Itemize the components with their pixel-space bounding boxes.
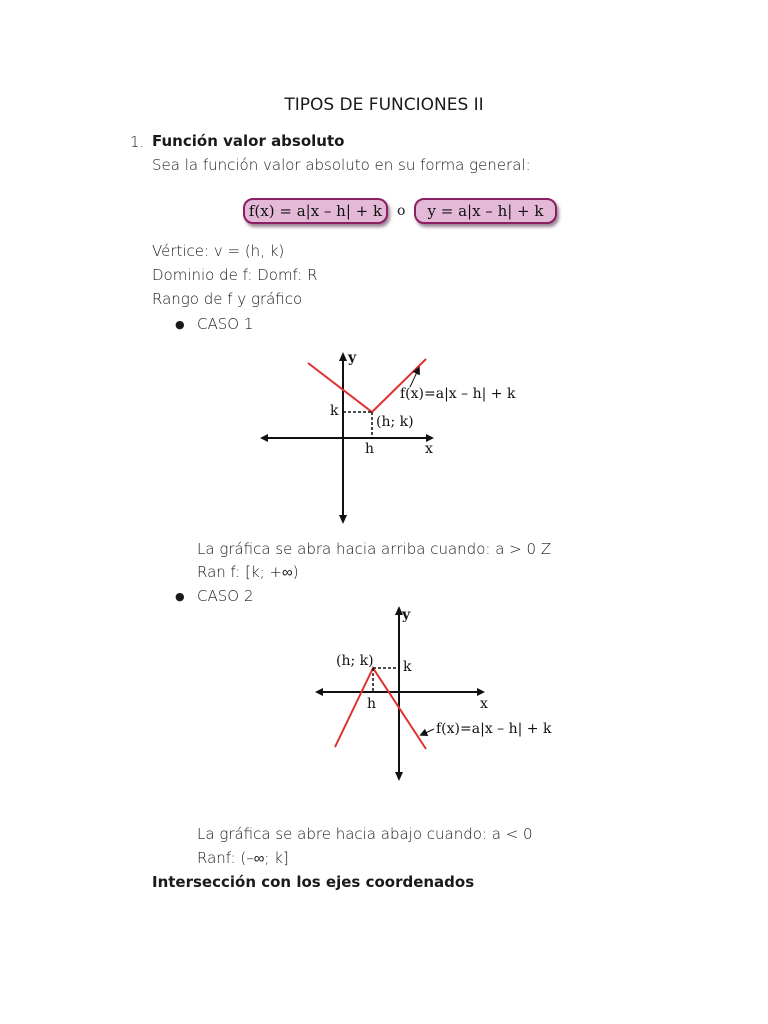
formula-equation-text: y = a|x – h| + k xyxy=(427,202,544,220)
case1-h-label: h xyxy=(365,441,375,457)
case2-x-label: x xyxy=(480,696,488,712)
case2-curve xyxy=(335,668,426,749)
case2-y-label: y xyxy=(402,607,411,623)
case1-function-label: f(x)=a|x – h| + k xyxy=(400,386,516,402)
formula-function-pill xyxy=(243,198,388,224)
formula-equation-pill xyxy=(414,198,557,224)
case1-x-label: x xyxy=(425,441,433,457)
domain-text: Dominio de f: Domf: R xyxy=(152,266,318,284)
section-heading: Función valor absoluto xyxy=(152,132,345,150)
page-title: TIPOS DE FUNCIONES II xyxy=(284,95,484,115)
intro-text: Sea la función valor absoluto en su forma general: xyxy=(152,156,531,174)
case2-label: CASO 2 xyxy=(197,587,254,605)
formula-function-text: f(x) = a|x – h| + k xyxy=(248,202,383,220)
formula-connector: o xyxy=(397,203,406,219)
vertex-text: Vértice: v = (h, k) xyxy=(152,242,285,260)
case2-range: Ranf: (–∞; k] xyxy=(197,849,289,867)
bullet-icon: ● xyxy=(175,318,185,331)
bullet-icon: ● xyxy=(175,590,185,603)
case1-note: La gráfica se abra hacia arriba cuando: a > 0 Z xyxy=(197,540,552,558)
range-text: Rango de f y gráfico xyxy=(152,290,303,308)
case2-function-label: f(x)=a|x – h| + k xyxy=(436,721,552,737)
list-number: 1. xyxy=(130,133,145,151)
case2-h-label: h xyxy=(367,696,377,712)
case1-vertex-label: (h; k) xyxy=(376,414,414,430)
case2-k-label: k xyxy=(403,659,412,675)
case2-note: La gráfica se abre hacia abajo cuando: a < 0 xyxy=(197,825,533,843)
case2-graph xyxy=(310,603,560,785)
next-section-heading: Intersección con los ejes coordenados xyxy=(152,873,475,891)
case1-k-label: k xyxy=(330,403,339,419)
case2-pointer xyxy=(423,729,434,734)
case2-vertex-label: (h; k) xyxy=(336,653,374,669)
case1-range: Ran f: [k; +∞) xyxy=(197,563,299,581)
case1-graph xyxy=(250,345,530,530)
case1-y-label: y xyxy=(348,350,357,366)
case1-label: CASO 1 xyxy=(197,315,254,333)
